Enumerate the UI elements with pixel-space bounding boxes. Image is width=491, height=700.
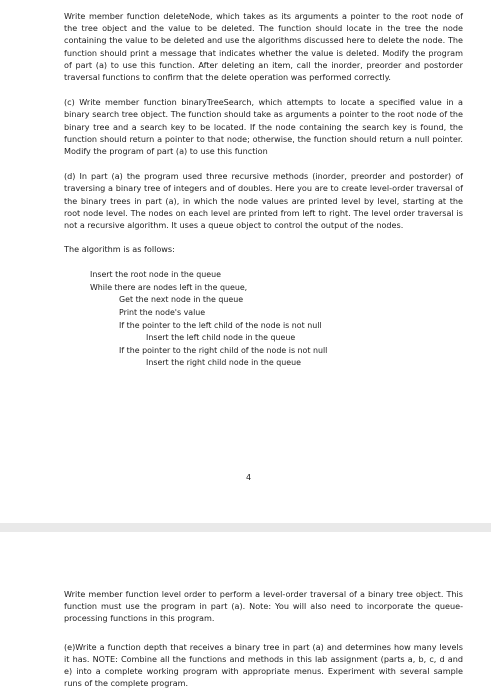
algorithm-step: If the pointer to the right child of the node is not null <box>119 345 328 355</box>
algorithm-step: If the pointer to the left child of the node is not null <box>119 320 322 330</box>
algorithm-step: Insert the root node in the queue <box>90 270 222 280</box>
document-page-2 <box>0 532 491 700</box>
algorithm-step: Insert the right child node in the queue <box>146 358 301 368</box>
paragraph-part-e: (e)Write a function depth that receives a binary tree in part (a) and determines how many levels it has. NOTE: Combine all the functions and methods in this lab assignment (parts a, b, c, d and e) into a complete working program with appropriate menus. Experiment with several sample runs of the complete program. <box>64 641 463 689</box>
algorithm-intro: The algorithm is as follows: <box>64 244 175 255</box>
algorithm-step: Get the next node in the queue <box>119 295 244 305</box>
paragraph-part-d: (d) In part (a) the program used three recursive methods (inorder, preorder and postorder) of traversing a binary tree of integers and of doubles. Here you are to create level-order traversal of the binary trees in part (a), in which the node values are printed level by level, starting at the root node level. The nodes on each level are printed from left to right. The level order traversal is not a recursive algorithm. It uses a queue object to control the output of the nodes. <box>64 171 463 231</box>
algorithm-step: Print the node's value <box>119 308 206 318</box>
algorithm-step: While there are nodes left in the queue, <box>90 282 248 292</box>
algorithm-step: Insert the left child node in the queue <box>146 333 296 343</box>
algorithm-steps <box>64 269 463 370</box>
paragraph-level-order: Write member function level order to perform a level-order traversal of a binary tree object. This function must use the program in part (a). Note: You will also need to incorporate the queue-processing functions in this program. <box>64 589 463 624</box>
paragraph-part-c: (c) Write member function binaryTreeSearch, which attempts to locate a specified value in a binary search tree object. The function should take as arguments a pointer to the root node of the binary tree and a search key to be located. If the node containing the search key is found, the function should return a pointer to that node; otherwise, the function should return a null pointer. Modify the program of part (a) to use this function <box>64 97 463 157</box>
paragraph-delete-node: Write member function deleteNode, which takes as its arguments a pointer to the root node of the tree object and the value to be deleted. The function should locate in the tree the node containing the value to be deleted and use the algorithms discussed here to delete the node. The function should print a message that indicates whether the value is deleted. Modify the program of part (a) to use this function. After deleting an item, call the inorder, preorder and postorder traversal functions to confirm that the delete operation was performed correctly. <box>64 11 463 83</box>
page-number: 4 <box>246 473 252 482</box>
